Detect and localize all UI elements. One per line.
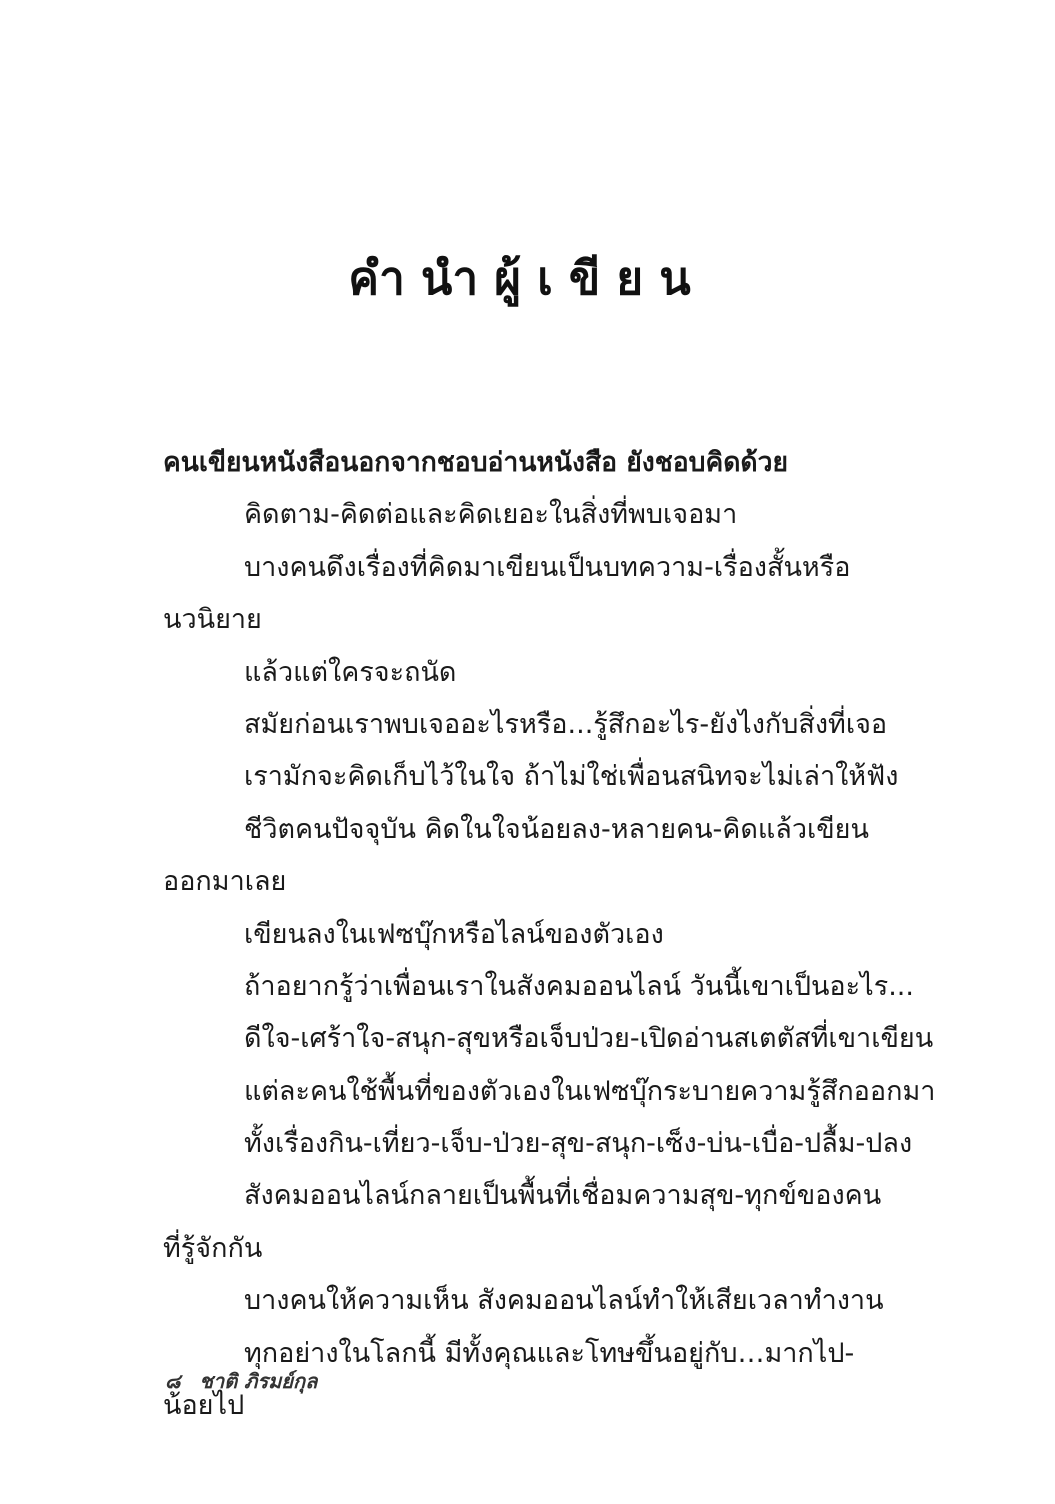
paragraph-line: ดีใจ-เศร้าใจ-สนุก-สุขหรือเจ็บป่วย-เปิดอ่านสเตตัสที่เขาเขียน [244, 1023, 934, 1055]
paragraph-line: แต่ละคนใช้พื้นที่ของตัวเองในเฟซบุ๊กระบายความรู้สึกออกมา [244, 1075, 936, 1107]
author-name: ชาติ ภิรมย์กุล [199, 1369, 318, 1393]
paragraph-line: บางคนดึงเรื่องที่คิดมาเขียนเป็นบทความ-เรื่องสั้นหรือ [244, 551, 851, 583]
paragraph-line: สมัยก่อนเราพบเจออะไรหรือ...รู้สึกอะไร-ยังไงกับสิ่งที่เจอ [244, 708, 888, 740]
paragraph-line: ทั้งเรื่องกิน-เที่ยว-เจ็บ-ป่วย-สุข-สนุก-เซ็ง-บ่น-เบื่อ-ปลื้ม-ปลง [244, 1128, 913, 1160]
page-number: ๘ [165, 1369, 181, 1393]
paragraph-line: น้อยไป [163, 1390, 245, 1422]
paragraph-line: ถ้าอยากรู้ว่าเพื่อนเราในสังคมออนไลน์ วันนี้เขาเป็นอะไร... [244, 970, 914, 1002]
paragraph-line: คนเขียนหนังสือนอกจากชอบอ่านหนังสือ ยังชอบคิดด้วย [163, 447, 789, 478]
paragraph-line: สังคมออนไลน์กลายเป็นพื้นที่เชื่อมความสุข-ทุกข์ของคน [244, 1180, 882, 1212]
paragraph-line: ออกมาเลย [163, 866, 287, 898]
paragraph-line: แล้วแต่ใครจะถนัด [244, 656, 457, 688]
paragraph-line: บางคนให้ความเห็น สังคมออนไลน์ทำให้เสียเวลาทำงาน [244, 1285, 884, 1317]
preface-text [163, 437, 936, 1432]
paragraph-line: เขียนลงในเฟซบุ๊กหรือไลน์ของตัวเอง [244, 918, 664, 950]
page-title: คำนำผู้เขียน [348, 251, 707, 305]
paragraph-line: ชีวิตคนปัจจุบัน คิดในใจน้อยลง-หลายคน-คิดแล้วเขียน [244, 813, 869, 845]
paragraph-line: ทุกอย่างในโลกนี้ มีทั้งคุณและโทษขึ้นอยู่กับ…มากไป- [244, 1337, 855, 1369]
paragraph-line: เรามักจะคิดเก็บไว้ในใจ ถ้าไม่ใช่เพื่อนสนิทจะไม่เล่าให้ฟัง [244, 761, 899, 793]
paragraph-line: ที่รู้จักกัน [163, 1232, 263, 1264]
paragraph-line: คิดตาม-คิดต่อและคิดเยอะในสิ่งที่พบเจอมา [244, 499, 738, 531]
paragraph-line: นวนิยาย [163, 604, 262, 636]
page-footer [165, 1365, 329, 1397]
